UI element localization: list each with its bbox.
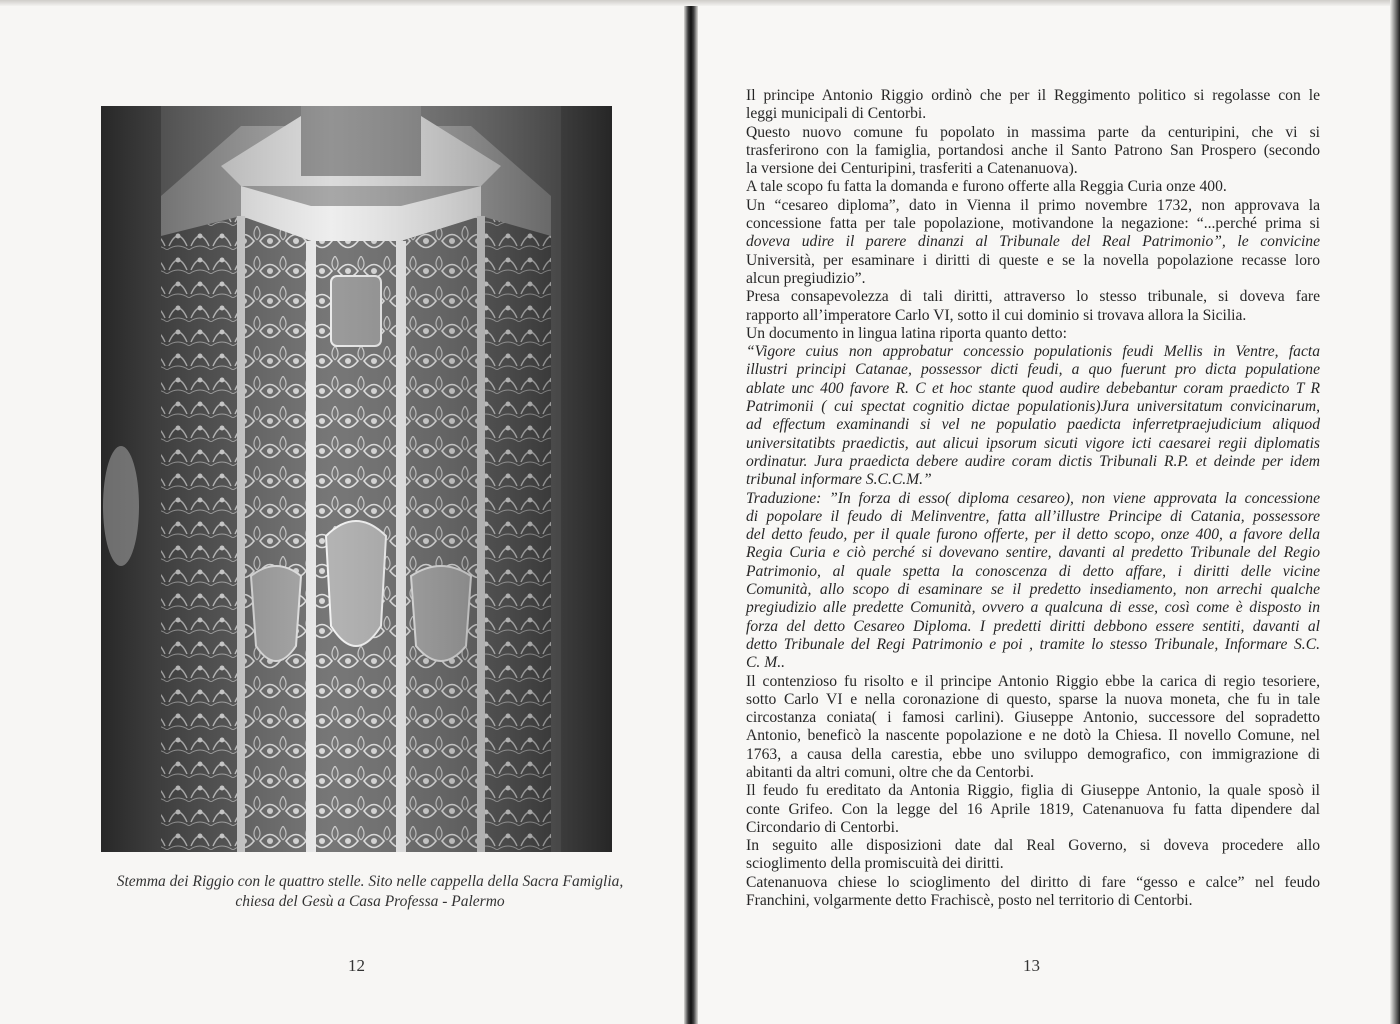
text-line: Patrimonio, al quale spetta la conoscenza di detto affare, i diritti delle vicine [746,562,1320,580]
text-line: scioglimento della promiscuità dei diritti. [746,855,1004,873]
text-line: conte Grifeo. Con la legge del 16 Aprile 1819, Catenanuova fu fatta dipendere dal [746,800,1320,818]
text-line: pregiudizio alle predette Comunità, ovvero a qualcuna di esse, così come è disposto in [746,599,1320,617]
text-line: Il principe Antonio Riggio ordinò che per il Reggimento politico si regolasse con le [746,87,1320,104]
text-line: Comunità, allo scopo di esaminare se il predetto insediamento, non arrechi qualche [746,581,1320,599]
text-line: rapporto all’imperatore Carlo VI, sotto il cui dominio si trovava allora la Sicilia. [746,306,1247,324]
text-line: universitatibts praedictis, aut alicui ipsorum sicuti vigore icti caesarei regii diplomatis [746,434,1320,452]
text-line: Traduzione: ”In forza di esso( diploma cesareo), non viene approvata la concessione [746,489,1320,507]
photo-caption [60,872,680,912]
text-line: Catenanuova chiese lo scioglimento del diritto di fare “gesso e calce” nel feudo [746,873,1320,891]
text-line: Regia Curia e ciò perché si dovevano sentire, davanti al predetto Tribunale del Regio [746,544,1320,562]
church-pillar-photo [101,106,612,852]
page-number-left: 12 [348,956,365,975]
text-line: la versione dei Centuripini, trasferiti a Catenanuova). [746,160,1078,178]
text-line [746,215,1320,233]
text-line: Il feudo fu ereditato da Antonia Riggio, figlia di Giuseppe Antonio, la quale sposò il [746,782,1320,800]
text-line: Un “cesareo diploma”, dato in Vienna il primo novembre 1732, non approvava la [746,196,1320,214]
text-line: Il contenzioso fu risolto e il principe Antonio Riggio ebbe la carica di regio tesoriere, [746,672,1320,690]
text-line: 1763, a causa della carestia, ebbe uno sviluppo demografico, con immigrazione di [746,745,1320,763]
text-line: Questo nuovo comune fu popolato in massima parte da centuripini, che vi si [746,123,1320,141]
text-line: forza del detto Cesareo Diploma. I predetti diritti debbono essere sentiti, davanti al [746,617,1320,635]
text-line: Franchini, volgarmente detto Frachiscè, posto nel territorio di Centorbi. [746,892,1193,910]
text-line: di popolare il feudo di Melinventre, fatta all’illustre Principe di Catania, possessore [746,507,1320,525]
text-line: A tale scopo fu fatta la domanda e furono offerte alla Reggia Curia onze 400. [746,178,1227,196]
text-span: concessione fatta per tale popolazione, motivandone la negazione: “...perché prima si [746,215,1320,233]
text-line: Un documento in lingua latina riporta quanto detto: [746,324,1067,342]
text-line: ablate unc 400 favore R. C et hoc stante quod audire debebantur coram praedicto T R [746,379,1320,397]
text-line: trasferirono con la famiglia, portandosi anche il Santo Patrono San Prospero (secondo [746,141,1320,159]
text-line: alcun pregiudizio”. [746,269,866,287]
text-line: sotto Carlo VI e nella coronazione di questo, sparse la nuova moneta, che fu in tale [746,690,1320,708]
book-spine [684,0,698,1024]
caption-line: chiesa del Gesù a Casa Professa - Palermo [235,893,505,910]
text-line: “Vigore cuius non approbatur concessio populationis feudi Mellis in Ventre, facta [746,343,1320,361]
text-line: abitanti da altri comuni, oltre che da Centorbi. [746,763,1034,781]
text-line: ad effectum examinandi si vel ne populatio paedicta inferretpraejudicium aliquod [746,416,1320,434]
text-line: circostanza coniata( i famosi carlini). Giuseppe Antonio, successore del sopradetto [746,709,1320,727]
text-line: In seguito alle disposizioni date dal Real Governo, si doveva procedere allo [746,837,1320,855]
caption-line: Stemma dei Riggio con le quattro stelle. Sito nelle cappella della Sacra Famiglia, [116,873,624,890]
right-edge-shadow [1390,0,1400,1024]
top-edge-shadow [0,0,1400,6]
text-line: Circondario di Centorbi. [746,818,899,836]
body-text [746,87,1320,910]
left-page [0,0,689,1024]
text-line: Presa consapevolezza di tali diritti, attraverso lo stesso tribunale, si doveva fare [746,288,1320,306]
text-line: Patrimonii ( cui spectat cognitio dictae populationis)Jura universitatum convicinarum, [746,398,1320,416]
text-line: leggi municipali di Centorbi. [746,105,927,123]
text-line: detto Tribunale del Regi Patrimonio e poi , tramite lo stesso Tribunale, Informare S.C. [746,635,1320,653]
text-line: tribunal informare S.C.C.M.” [746,471,932,489]
text-line: C. M.. [746,654,785,672]
pillar-photo-image [101,106,612,852]
text-line: Antonio, beneficò la nascente popolazione e ne dotò la Chiesa. Il novello Comune, nel [746,727,1320,745]
text-line: illustri principi Catanae, possessor dicti feudi, a quo fuerunt pro dicta populatione [746,361,1320,379]
text-line: doveva udire il parere dinanzi al Tribunale del Real Patrimonio”, le convicine [746,233,1320,251]
text-line: Università, per esaminare i diritti di queste e se la novella popolazione recasse loro [746,251,1320,269]
text-line: ordinatur. Jura praedicta debere audire coram dictis Tribunali R.P. et deinde per idem [746,452,1320,470]
text-line: del detto feudo, per il quale furono offerte, per il detto scopo, onze 400, a favore della [746,526,1320,544]
page-number-right: 13 [1023,956,1040,975]
